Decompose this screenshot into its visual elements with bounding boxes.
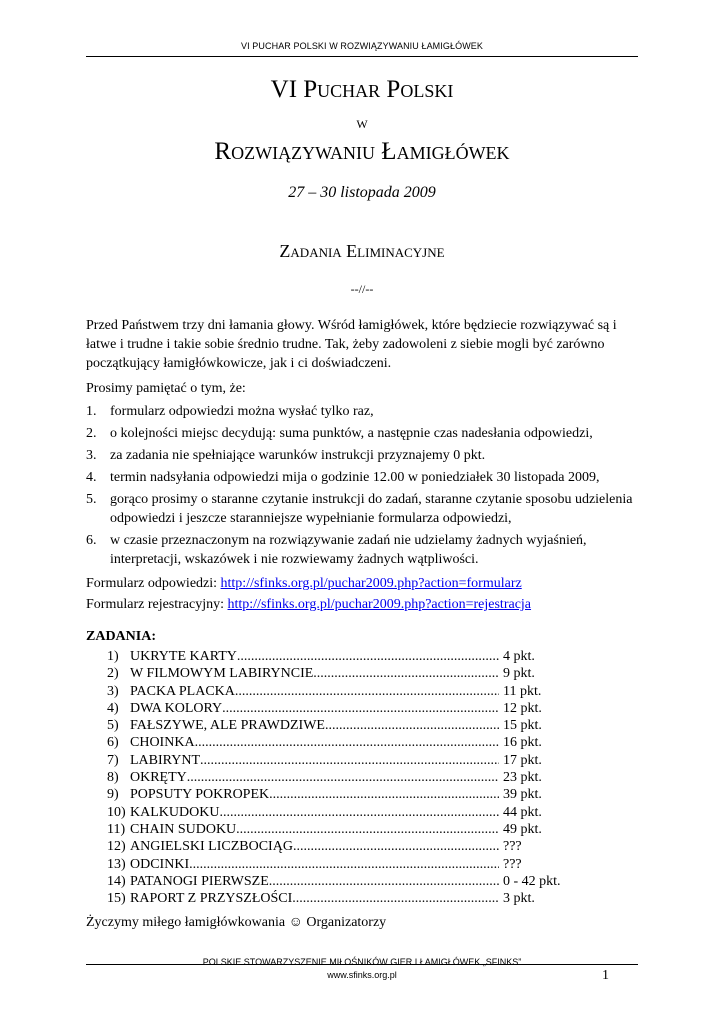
rule-item	[86, 468, 642, 487]
task-points: 0 - 42 pkt.	[503, 873, 561, 889]
forms-block	[86, 573, 646, 615]
task-points: 11 pkt.	[503, 683, 542, 699]
dot-leader	[269, 786, 499, 803]
dot-leader	[187, 769, 499, 786]
dot-leader	[200, 752, 499, 769]
task-number: 6)	[107, 735, 119, 751]
dot-leader	[237, 648, 499, 665]
task-row	[107, 838, 547, 855]
dot-leader	[292, 890, 499, 907]
answer-form-line	[86, 573, 646, 594]
task-points: 9 pkt.	[503, 666, 535, 682]
task-number: 3)	[107, 683, 119, 699]
rule-number: 4.	[86, 470, 97, 485]
rules-list	[86, 402, 642, 572]
task-number: 8)	[107, 770, 119, 786]
task-name: ANGIELSKI LICZBOCIĄG	[130, 839, 293, 855]
task-name: KALKUDOKU	[130, 804, 220, 820]
task-row	[107, 648, 547, 665]
task-number: 10)	[107, 804, 126, 820]
task-points: 12 pkt.	[503, 700, 542, 716]
rule-text: termin nadsyłania odpowiedzi mija o godzinie 12.00 w poniedziałek 30 listopada 2009,	[110, 470, 600, 485]
intro-paragraph: Przed Państwem trzy dni łamania głowy. Wśród łamigłówek, które będziecie rozwiązywać są i łatwe i trudne i takie sobie średnio trudne. Tak, żeby zadowoleni z siebie mogli być zarówno początkujący łamigłówkowicze, jak i ci doświadczeni.	[86, 318, 617, 371]
task-name: CHOINKA	[130, 735, 195, 751]
rule-number: 1.	[86, 404, 97, 419]
rule-text: w czasie przeznaczonym na rozwiązywanie zadań nie udzielamy żadnych wyjaśnień, interpretacji, wskazówek i nie rozwiewamy żadnych wątpliwości.	[110, 533, 587, 567]
rule-text: o kolejności miejsc decydują: suma punktów, a następnie czas nadesłania odpowiedzi,	[110, 426, 593, 441]
task-number: 5)	[107, 718, 119, 734]
task-row	[107, 700, 547, 717]
task-row	[107, 683, 547, 700]
dot-leader	[222, 700, 499, 717]
task-row	[107, 856, 547, 873]
task-number: 9)	[107, 787, 119, 803]
task-row	[107, 769, 547, 786]
rule-number: 5.	[86, 492, 97, 507]
rule-number: 6.	[86, 533, 97, 548]
answer-form-link[interactable]: http://sfinks.org.pl/puchar2009.php?action=formularz	[220, 576, 522, 591]
task-points: ???	[503, 839, 522, 855]
task-name: RAPORT Z PRZYSZŁOŚCI	[130, 891, 293, 907]
task-name: CHAIN SUDOKU	[130, 821, 237, 837]
event-date: 27 – 30 listopada 2009	[288, 184, 436, 201]
register-form-link[interactable]: http://sfinks.org.pl/puchar2009.php?action=rejestracja	[227, 597, 532, 612]
task-number: 4)	[107, 700, 119, 716]
task-number: 12)	[107, 839, 126, 855]
task-number: 13)	[107, 856, 126, 872]
task-points: 4 pkt.	[503, 649, 535, 664]
task-points: 49 pkt.	[503, 821, 542, 837]
task-points: 16 pkt.	[503, 735, 542, 751]
rule-item	[86, 490, 642, 528]
rule-item	[86, 424, 642, 443]
task-points: 17 pkt.	[503, 752, 542, 768]
dot-leader	[189, 856, 499, 873]
task-name: UKRYTE KARTY	[130, 649, 237, 664]
footer-url: www.sfinks.org.pl	[327, 970, 397, 980]
tasks-heading: ZADANIA:	[86, 629, 156, 644]
closing-line: Życzymy miłego łamigłówkowania ☺ Organizatorzy	[86, 915, 387, 930]
task-row	[107, 786, 547, 803]
task-name: POPSUTY POKROPEK	[130, 787, 270, 803]
task-number: 15)	[107, 891, 126, 907]
task-points: 15 pkt.	[503, 718, 542, 734]
task-points: ???	[503, 856, 522, 872]
page-number: 1	[602, 968, 609, 983]
footer-organization: POLSKIE STOWARZYSZENIE MIŁOŚNIKÓW GIER I ŁAMIGŁÓWEK „SFINKS”	[202, 957, 522, 967]
dot-leader	[235, 683, 499, 700]
separator: --//--	[350, 282, 374, 296]
title-line-2: w	[356, 113, 368, 132]
task-row	[107, 665, 547, 682]
dot-leader	[236, 821, 499, 838]
task-number: 2)	[107, 666, 119, 682]
task-row	[107, 890, 547, 907]
reminder-text: Prosimy pamiętać o tym, że:	[86, 381, 246, 396]
task-name: W FILMOWYM LABIRYNCIE	[130, 666, 314, 682]
task-number: 14)	[107, 873, 126, 889]
task-number: 7)	[107, 752, 119, 768]
running-header: VI PUCHAR POLSKI W ROZWIĄZYWANIU ŁAMIGŁÓWEK	[241, 41, 483, 51]
rule-item	[86, 446, 642, 465]
dot-leader	[219, 804, 499, 821]
task-number: 11)	[107, 821, 126, 837]
task-row	[107, 752, 547, 769]
task-row	[107, 873, 561, 890]
task-points: 23 pkt.	[503, 770, 542, 786]
title-line-3: Rozwiązywaniu Łamigłówek	[214, 138, 510, 165]
rule-item	[86, 402, 642, 421]
rule-text: gorąco prosimy o staranne czytanie instrukcji do zadań, staranne czytanie sposobu udzielenia odpowiedzi i jeszcze staranniejsze wypełnianie formularza odpowiedzi,	[110, 492, 633, 526]
task-row	[107, 734, 547, 751]
task-name: OKRĘTY	[130, 770, 187, 786]
rule-text: formularz odpowiedzi można wysłać tylko raz,	[110, 404, 374, 419]
dot-leader	[313, 665, 499, 682]
task-name: DWA KOLORY	[130, 700, 223, 716]
task-name: PATANOGI PIERWSZE	[130, 873, 269, 889]
dot-leader	[293, 838, 499, 855]
dot-leader	[325, 717, 499, 734]
task-name: LABIRYNT	[130, 752, 200, 768]
register-form-label: Formularz rejestracyjny:	[86, 597, 228, 612]
task-name: FAŁSZYWE, ALE PRAWDZIWE	[130, 718, 325, 734]
task-points: 3 pkt.	[503, 891, 535, 907]
title-line-1: VI Puchar Polski	[270, 76, 454, 103]
rule-number: 3.	[86, 448, 97, 463]
register-form-line	[86, 594, 646, 615]
section-title: Zadania Eliminacyjne	[279, 241, 445, 261]
task-name: PACKA PLACKA	[130, 683, 235, 699]
rule-text: za zadania nie spełniające warunków instrukcji przyznajemy 0 pkt.	[110, 448, 486, 463]
task-row	[107, 717, 547, 734]
answer-form-label: Formularz odpowiedzi:	[86, 576, 221, 591]
task-row	[107, 821, 547, 838]
header-divider	[86, 56, 638, 57]
task-number: 1)	[107, 649, 119, 664]
task-points: 44 pkt.	[503, 804, 542, 820]
rule-item	[86, 531, 642, 569]
tasks-list	[107, 648, 561, 907]
task-name: ODCINKI	[130, 856, 190, 872]
rule-number: 2.	[86, 426, 97, 441]
task-points: 39 pkt.	[503, 787, 542, 803]
task-row	[107, 804, 547, 821]
dot-leader	[269, 873, 499, 890]
dot-leader	[195, 734, 499, 751]
